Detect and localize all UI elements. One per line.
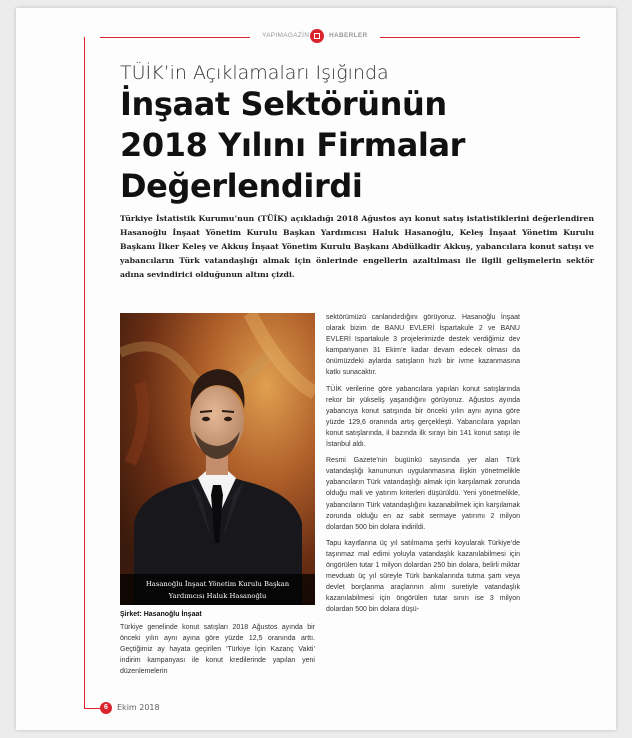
header-rule-left: [100, 37, 250, 38]
body-paragraph: Tapu kayıtlarına üç yıl satılmama şerhi koyularak Türkiye’de taşınmaz mal edimi yoluyla vatandaşlık kazanılabilmesi için öngörülen tutar 1 milyon dolardan 250 bin dolara, belirli miktar mevduatı üç yıl süreyle Türk bankalarında tutma şartı veya devlet borçlanma araçlarının alımı suretiyle vatandaşlık kazanılabilmesi için öngörülen tutar sınırı ise 3 milyon dolardan 500 bin dolara düşü-: [326, 539, 520, 614]
headline-line: 2018 Yılını Firmalar: [120, 126, 466, 164]
company-label: Şirket: Hasanoğlu İnşaat: [120, 611, 202, 618]
body-paragraph: Resmi Gazete’nin bugünkü sayısında yer alan Türk vatandaşlığı kanununun uygulanmasına ilişkin yönetmelikle yabancıların Türk vatandaşlığı almak için karşılamak zorunda olduğu mali ve yatırım kriterleri düşürüldü. Yeni yönetmelikle, yabancıların Türk vatandaşlığını kazanabilmek için karşılamak zorunda olduğu en az sabit sermaye yatırımı 2 milyon dolardan 500 bin dolara indirildi.: [326, 457, 520, 531]
page-number: 6: [100, 702, 112, 714]
headline-line: Değerlendirdi: [120, 167, 363, 205]
right-column: [326, 312, 520, 620]
lead-line: Türkiye İstatistik Kurumu’nun (TÜİK) açıkladığı 2018 Ağustos ayı konut satış istatistiklerini: [120, 214, 530, 223]
headline-line: İnşaat Sektörünün: [120, 85, 447, 123]
body-paragraph: sektörümüzü canlandırdığını görüyoruz. Hasanoğlu İnşaat olarak bizim de BANU EVLERİ İspartakule 2 ve BANU EVLERİ Ispartakule 3 projelerimizde destek verdiğimiz dev kampanyanın 31 Ekim’e kadar devam edecek olması da önümüzdeki aylarda satışların hızlı bir ivme kazanmasına katkı sunacaktır.: [326, 314, 520, 377]
body-paragraph: Türkiye genelinde konut satışları 2018 Ağustos ayında bir önceki yılın aynı ayına göre yüzde 12,5 oranında arttı. Geçtiğimiz ay hayata geçirilen ‘Türkiye İçin Kazanç Vakti’ indirim kampanyası ile konut kredilerinde yapılan yeni düzenlemelerin: [120, 624, 315, 676]
lead-line: önlerinde engellerin azaltılması ile ilgili gelişmelerin sektör adına sevindirici olduğunun: [120, 255, 594, 279]
photo-caption: [120, 574, 315, 605]
left-column: [120, 609, 315, 683]
article-lead: [120, 212, 594, 282]
section-name: HABERLER: [329, 32, 368, 39]
article-headline: [120, 84, 590, 207]
lead-line: Keleş İnşaat Yönetim Kurulu Başkanı İlker Keleş ve Akkuş İnşaat Yönetim Kurulu Başkanı: [120, 227, 594, 251]
lead-line: değerlendiren Hasanoğlu İnşaat Yönetim Kurulu Başkan Yardımcısı Haluk Hasanoğlu,: [120, 214, 594, 237]
magazine-name: YAPIMAGAZİN: [262, 32, 310, 39]
caption-line: Yardımcısı Haluk Hasanoğlu: [168, 592, 267, 600]
article-kicker: TÜİK’in Açıklamaları Işığında: [120, 62, 389, 84]
magazine-icon: [310, 29, 324, 43]
page-frame-line: [84, 37, 85, 708]
lead-line: altını çizdi.: [245, 269, 295, 279]
lead-line: Abdülkadir Akkuş, yabancılara konut satışı ve yabancıların Türk vatandaşlığı almak için: [120, 241, 594, 265]
issue-date: Ekim 2018: [117, 703, 160, 712]
header-rule-right: [380, 37, 580, 38]
body-paragraph: TÜİK verilerine göre yabancılara yapılan konut satışlarında rekor bir yükseliş yaşandığını görüyoruz. Ağustos ayında yabancıya konut satışında bir önceki yılın aynı ayına göre yüzde 129,6 oranında artış gerçekleşti. Yabancılara yapılan konut satışlarında, il bazında ilk sırayı bin 141 konut satışı ile İstanbul aldı.: [326, 385, 520, 449]
caption-line: Hasanoğlu İnşaat Yönetim Kurulu Başkan: [145, 580, 290, 588]
portrait-photo: [120, 313, 315, 605]
